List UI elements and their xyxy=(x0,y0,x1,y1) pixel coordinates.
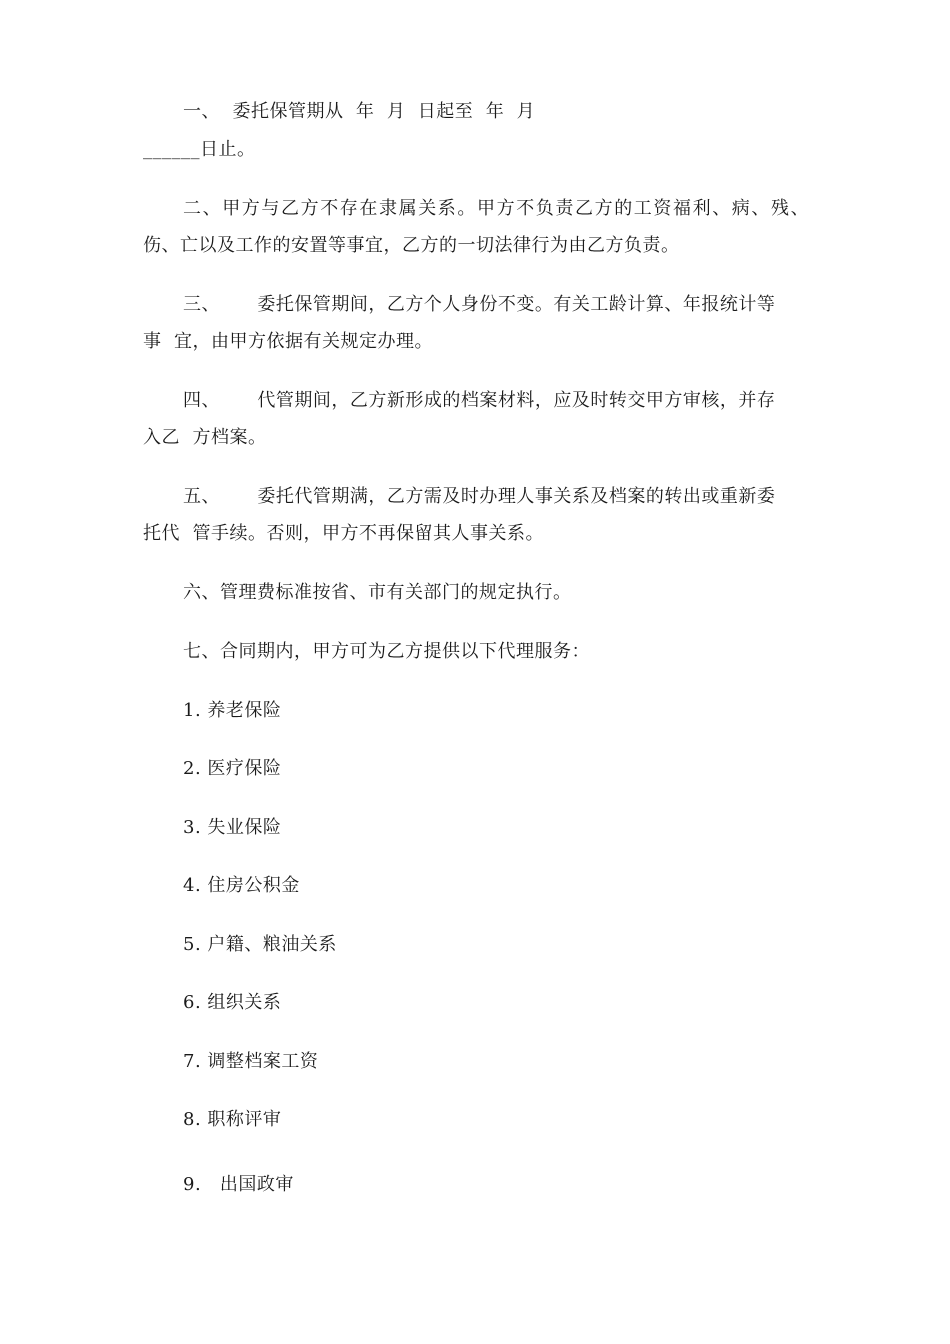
clause-5-line-1: 五、 委托代管期满，乙方需及时办理人事关系及档案的转出或重新委 xyxy=(183,486,776,507)
clause-6: 六、管理费标准按省、市有关部门的规定执行。 xyxy=(183,582,572,603)
service-item-medical: 2. 医疗保险 xyxy=(183,758,282,779)
clause-1-line-1: 一、 委托保管期从 年 月 日起至 年 月 xyxy=(183,101,536,122)
service-item-housing-fund: 4. 住房公积金 xyxy=(183,875,300,896)
service-item-household-registration: 5. 户籍、粮油关系 xyxy=(183,934,337,955)
clause-3-line-2: 事 宜，由甲方依据有关规定办理。 xyxy=(143,331,433,352)
service-item-pension: 1. 养老保险 xyxy=(183,700,282,721)
service-item-unemployment: 3. 失业保险 xyxy=(183,817,282,838)
clause-1-line-2: ______日止。 xyxy=(143,139,256,160)
service-item-overseas-review: 9. 出国政审 xyxy=(183,1174,294,1195)
clause-3-line-1: 三、 委托保管期间，乙方个人身份不变。有关工龄计算、年报统计等 xyxy=(183,294,776,315)
service-item-title-evaluation: 8. 职称评审 xyxy=(183,1109,282,1130)
clause-4-line-1: 四、 代管期间，乙方新形成的档案材料，应及时转交甲方审核，并存 xyxy=(183,390,776,411)
clause-7: 七、合同期内，甲方可为乙方提供以下代理服务： xyxy=(183,641,590,662)
clause-2-line-2: 伤、亡以及工作的安置等事宜，乙方的一切法律行为由乙方负责。 xyxy=(143,235,680,256)
clause-2-line-1: 二、甲方与乙方不存在隶属关系。甲方不负责乙方的工资福利、病、残、 xyxy=(183,198,811,219)
clause-4-line-2: 入乙 方档案。 xyxy=(143,427,267,448)
service-item-organization: 6. 组织关系 xyxy=(183,992,282,1013)
service-item-salary-adjustment: 7. 调整档案工资 xyxy=(183,1051,319,1072)
clause-5-line-2: 托代 管手续。否则，甲方不再保留其人事关系。 xyxy=(143,523,544,544)
